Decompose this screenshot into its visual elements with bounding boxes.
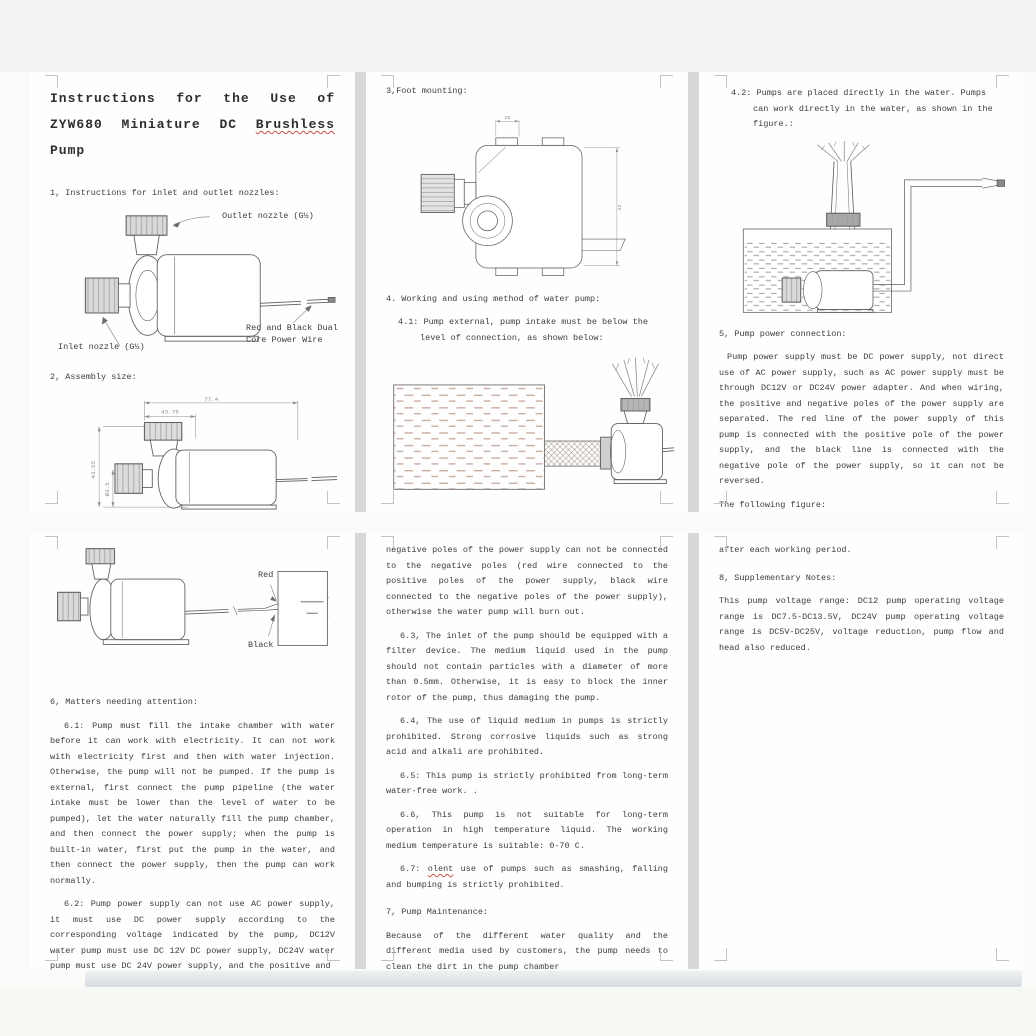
page-gutter	[355, 72, 366, 512]
figure-power-connection	[50, 543, 335, 679]
viewer-bottom-margin	[0, 988, 1036, 1036]
margin-corner-mark	[45, 491, 58, 504]
section-5-heading: 5, Pump power connection:	[719, 328, 847, 339]
margin-corner-mark	[327, 491, 340, 504]
paragraph-6-7	[386, 862, 668, 893]
black-wire-label: Black	[248, 640, 274, 650]
horizontal-scrollbar[interactable]	[85, 971, 1022, 987]
section-6-heading: 6, Matters needing attention:	[50, 697, 198, 707]
margin-corner-mark	[714, 536, 727, 549]
page-gutter	[688, 533, 699, 969]
margin-corner-mark	[660, 75, 673, 88]
paragraph-6-7-text: use of pumps such as smashing, falling and bumping is strictly prohibited.	[386, 864, 668, 890]
svg-text:+: +	[326, 595, 330, 601]
power-connection-drawing	[50, 543, 335, 671]
margin-corner-mark	[996, 75, 1009, 88]
document-title	[50, 86, 335, 164]
paragraph-7: Because of the different water quality and the different media used by customers, the pump needs to clean the dirt in the pump chamber	[386, 930, 668, 972]
margin-corner-mark	[45, 948, 58, 961]
assembly-dimension-drawing	[50, 393, 345, 513]
svg-text:25: 25	[504, 115, 511, 121]
page-gutter	[688, 72, 699, 512]
page-1	[30, 72, 355, 512]
margin-corner-mark	[381, 948, 394, 961]
figure-submerged-use	[719, 141, 1004, 317]
margin-corner-mark	[45, 75, 58, 88]
page-5	[366, 533, 688, 972]
paragraph-7-continued: after each working period.	[719, 545, 852, 555]
figure-external-use	[386, 354, 668, 504]
margin-corner-mark	[327, 536, 340, 549]
margin-corner-mark	[714, 491, 727, 504]
section-1-heading: 1, Instructions for inlet and outlet nozzles:	[50, 188, 280, 198]
margin-corner-mark	[381, 491, 394, 504]
margin-corner-mark	[714, 75, 727, 88]
paragraph-6-4: 6.4, The use of liquid medium in pumps is strictly prohibited. Strong corrosive liquids such as strong acid and alkali are prohibited.	[386, 716, 668, 757]
page-3	[699, 72, 1024, 512]
paragraph-8: This pump voltage range: DC12 pump operating voltage range is DC7.5-DC13.5V, DC24V pump operating voltage range is DC5V-DC25V, voltage reduction, pump flow and head also reduced.	[719, 596, 1004, 653]
section-7-heading: 7, Pump Maintenance:	[386, 907, 489, 917]
figure-foot-mounting	[386, 108, 668, 280]
svg-text:43.55: 43.55	[90, 460, 98, 479]
margin-corner-mark	[660, 536, 673, 549]
section-2-heading: 2, Assembly size:	[50, 371, 137, 382]
margin-corner-mark	[996, 491, 1009, 504]
red-wire-label: Red	[258, 570, 274, 580]
title-misspelled-word: Brushless	[255, 117, 335, 132]
section-8-heading: 8, Supplementary Notes:	[719, 572, 837, 583]
svg-text:43.75: 43.75	[161, 408, 179, 416]
paragraph-6-7-number: 6.7:	[400, 864, 428, 874]
external-use-drawing	[386, 354, 676, 499]
paragraph-5: Pump power supply must be DC power supply, not direct use of AC power supply, such as AC power supply must be through DC12V or DC24V power adapter. And when wiring, the positive and negative poles of the power supply are separated. The red line of the power supply of this pump is connected with the positive pole of the power supply, and the black line is connected with the negative pole of the power supply, so it can not be reversed.	[719, 352, 1004, 486]
title-text: Instructions for the Use of ZYW680 Miniature DC	[50, 91, 335, 132]
submerged-use-drawing	[719, 141, 1014, 317]
svg-text:-: -	[326, 615, 330, 621]
margin-corner-mark	[714, 948, 727, 961]
figure-assembly-size	[50, 393, 335, 515]
paragraph-4-1: 4.1: Pump external, pump intake must be below the level of connection, as shown below:	[398, 317, 648, 343]
margin-corner-mark	[381, 75, 394, 88]
margin-corner-mark	[996, 948, 1009, 961]
margin-corner-mark	[327, 75, 340, 88]
svg-text:Ø3.5: Ø3.5	[104, 482, 112, 497]
margin-corner-mark	[381, 536, 394, 549]
section-3-heading: 3,Foot mounting:	[386, 86, 468, 96]
outlet-nozzle-label: Outlet nozzle (G½)	[222, 210, 314, 221]
section-4-heading: 4. Working and using method of water pump:	[386, 293, 601, 304]
margin-corner-mark	[660, 948, 673, 961]
paragraph-5-following-figure: The following figure:	[719, 499, 827, 510]
svg-text:77.4: 77.4	[204, 395, 219, 403]
paragraph-6-6: 6.6, This pump is not suitable for long-term operation in high temperature liquid. The working medium temperature is suitable: 0-70 C.	[386, 809, 668, 851]
margin-corner-mark	[996, 536, 1009, 549]
paragraph-6-3: 6.3, The inlet of the pump should be equipped with a filter device. The medium liquid used in the pump should not contain particles with a diameter of more than 0.5mm. Otherwise, it is easy to block the inner rotor of the pump, thus damaging the pump.	[386, 630, 668, 703]
page-4	[30, 533, 355, 969]
margin-corner-mark	[45, 536, 58, 549]
power-wire-label: Red and Black Dual Core Power Wire	[246, 322, 338, 345]
paragraph-6-2-continued: negative poles of the power supply can not be connected to the negative poles (red wire connected to the positive poles of the power supply, black wire connected to the negative poles of the power supply), otherwise the water pump will burn out.	[386, 545, 668, 617]
figure-inlet-outlet	[50, 210, 338, 356]
paragraph-6-1: 6.1: Pump must fill the intake chamber with water before it can work with electricity. It can not work with electricity first and then with water injection. Otherwise, the pump will not be pumped. If the pump is external, first connect the pump pipeline (the water intake must be lower than the level of water to be pumped), let the water naturally fill the pump chamber, and then connect the power supply; when the pump is built-in water, first put the pump in the water, and then connect the power supply, then the pump can work normally.	[50, 720, 335, 886]
margin-corner-mark	[660, 491, 673, 504]
page-6	[699, 533, 1024, 969]
paragraph-4-2: 4.2: Pumps are placed directly in the water. Pumps can work directly in the water, as shown in the figure.:	[731, 88, 993, 129]
viewer-top-margin	[0, 0, 1036, 72]
title-text-end: Pump	[50, 143, 86, 158]
svg-text:42: 42	[618, 204, 624, 210]
paragraph-6-5: 6.5: This pump is strictly prohibited from long-term water-free work. .	[386, 770, 668, 796]
margin-corner-mark	[327, 948, 340, 961]
page-2	[366, 72, 688, 512]
inlet-nozzle-label: Inlet nozzle (G½)	[58, 341, 145, 352]
page-gutter	[355, 533, 366, 969]
paragraph-6-2: 6.2: Pump power supply can not use AC power supply, it must use DC power supply according to the corresponding voltage indicated by the pump, DC12V water pump must use DC 12V DC power supply, DC24V water pump must use DC 24V power supply, and the positive and	[50, 899, 335, 971]
paragraph-6-7-misspelled-word: olent	[427, 864, 454, 874]
foot-mounting-drawing	[416, 108, 632, 278]
